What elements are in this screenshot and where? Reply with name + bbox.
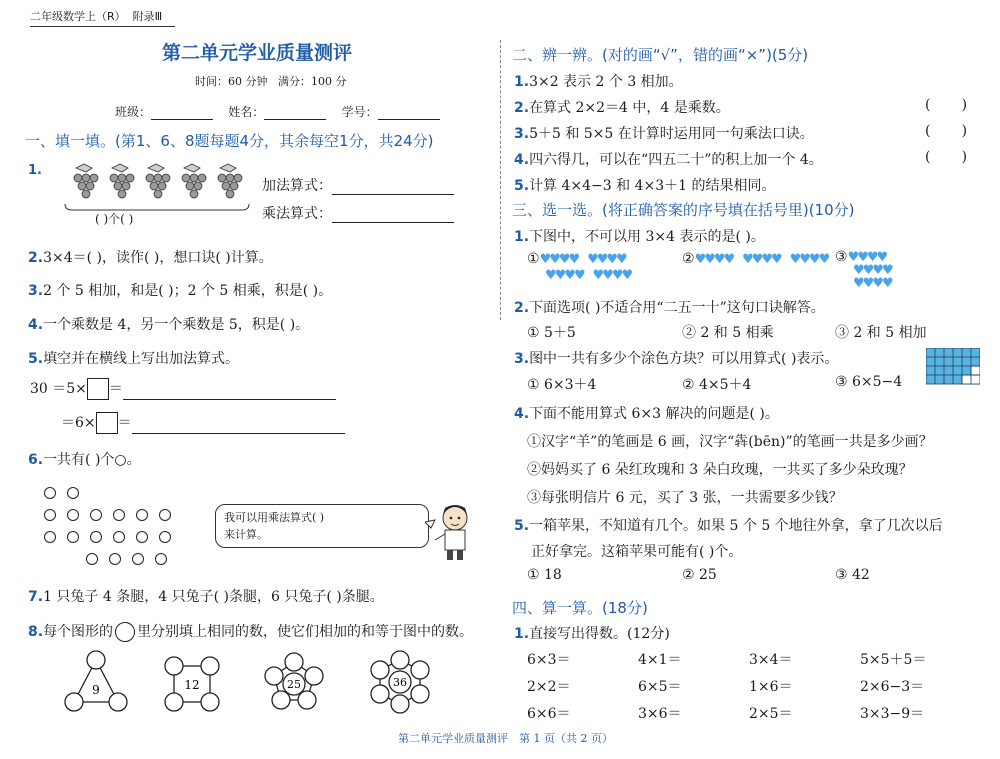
q3-option-1[interactable]: ① 6×3＋4 bbox=[527, 377, 597, 393]
calc-r3-c2[interactable]: 3×6＝ bbox=[638, 706, 682, 722]
colored-block-grid bbox=[926, 348, 980, 386]
q5-row-1: 30 ＝5× ＝ bbox=[30, 378, 336, 400]
question-5: 5.填空并在横线上写出加法算式。 bbox=[28, 351, 240, 367]
q1-option-1[interactable]: ①♥♥♥♥ ♥♥♥♥ ♥♥♥♥ ♥♥♥♥ bbox=[527, 251, 632, 283]
choice-q2: 2.下面选项( )不适合用“二五一十”这句口诀解答。 bbox=[514, 300, 825, 316]
judge-answer-4[interactable]: ( ) bbox=[925, 149, 968, 165]
grape-bunches-image bbox=[62, 160, 252, 222]
calc-r3-c1[interactable]: 6×6＝ bbox=[527, 706, 571, 722]
judge-answer-3[interactable]: ( ) bbox=[925, 123, 968, 139]
q4-option-3[interactable]: ③每张明信片 6 元，买了 3 张，一共需要多少钱？ bbox=[527, 490, 843, 506]
circles-group bbox=[44, 484, 182, 572]
judge-answer-2[interactable]: ( ) bbox=[925, 97, 968, 113]
q1-add-label: 加法算式： bbox=[262, 175, 454, 195]
question-2: 2.3×4＝( )，读作( )，想口诀( )计算。 bbox=[28, 250, 273, 266]
choice-q5: 5.一箱苹果，不知道有几个。如果 5 个 5 个地往外拿，拿了几次以后 bbox=[514, 518, 943, 534]
q8-triangle-value: 9 bbox=[92, 683, 100, 697]
judge-item-5: 5.计算 4×4−3 和 4×3＋1 的结果相同。 bbox=[514, 178, 776, 194]
q4-option-1[interactable]: ①汉字“羊”的笔画是 6 画，汉字“犇(bēn)”的笔画一共是多少画？ bbox=[527, 434, 933, 450]
q8-square-value: 12 bbox=[184, 678, 200, 692]
q5-box-1[interactable] bbox=[87, 378, 109, 400]
q2-option-2[interactable]: ② 2 和 5 相乘 bbox=[682, 325, 774, 341]
boy-cartoon-image bbox=[425, 500, 485, 562]
q1-mul-label: 乘法算式： bbox=[262, 203, 454, 223]
calc-r3-c4[interactable]: 3×3−9＝ bbox=[860, 706, 925, 722]
header-rule bbox=[30, 26, 175, 27]
calc-r1-c4[interactable]: 5×5＋5＝ bbox=[860, 652, 927, 668]
calc-r2-c4[interactable]: 2×6−3＝ bbox=[860, 679, 925, 695]
page-footer: 第二单元学业质量测评 第 1 页（共 2 页） bbox=[398, 732, 613, 745]
judge-item-3: 3.5＋5 和 5×5 在计算时运用同一句乘法口诀。 bbox=[514, 126, 814, 142]
section-3-title: 三、选一选。(将正确答案的序号填在括号里)(10分) bbox=[512, 201, 855, 219]
calc-r1-c3[interactable]: 3×4＝ bbox=[749, 652, 793, 668]
choice-q1: 1.下图中，不可以用 3×4 表示的是( )。 bbox=[514, 229, 765, 245]
judge-item-4: 4.四六得几，可以在“四五二十”的积上加一个 4。 bbox=[514, 152, 823, 168]
q5-row-2: ＝6× ＝ bbox=[61, 412, 345, 434]
q1-mul-answer[interactable] bbox=[332, 208, 454, 223]
calc-r2-c2[interactable]: 6×5＝ bbox=[638, 679, 682, 695]
q2-option-1[interactable]: ① 5＋5 bbox=[527, 325, 576, 341]
section-4-title: 四、算一算。(18分) bbox=[512, 599, 648, 617]
question-7: 7.1 只兔子 4 条腿，4 只兔子( )条腿，6 只兔子( )条腿。 bbox=[28, 589, 384, 605]
q5-option-3[interactable]: ③ 42 bbox=[835, 567, 870, 583]
q1-add-answer[interactable] bbox=[332, 180, 454, 195]
q4-option-2[interactable]: ②妈妈买了 6 朵红玫瑰和 3 朵白玫瑰，一共买了多少朵玫瑰？ bbox=[527, 462, 913, 478]
choice-q5-line-2: 正好拿完。这箱苹果可能有( )个。 bbox=[531, 544, 743, 560]
time-score: 时间：60 分钟 满分：100 分 bbox=[195, 75, 347, 88]
q1-number: 1. bbox=[28, 163, 42, 178]
judge-item-1: 1.3×2 表示 2 个 3 相加。 bbox=[514, 74, 683, 90]
q5-line-1[interactable] bbox=[123, 385, 336, 400]
question-8: 8.每个图形的 里分别填上相同的数，使它们相加的和等于图中的数。 bbox=[28, 624, 474, 640]
judge-item-2: 2.在算式 2×2＝4 中，4 是乘数。 bbox=[514, 100, 730, 116]
q8-shapes bbox=[62, 650, 452, 720]
calc-r2-c1[interactable]: 2×2＝ bbox=[527, 679, 571, 695]
header-grade: 二年级数学上（R） 附录Ⅲ bbox=[30, 10, 163, 23]
q5-option-2[interactable]: ② 25 bbox=[682, 567, 717, 583]
q1-bracket-label: ( )个( ) bbox=[95, 212, 134, 226]
name-field[interactable] bbox=[264, 105, 326, 120]
page-title: 第二单元学业质量测评 bbox=[162, 42, 353, 64]
q3-option-3[interactable]: ③ 6×5−4 bbox=[835, 374, 903, 390]
question-3: 3.2 个 5 相加，和是( )；2 个 5 相乘，积是( )。 bbox=[28, 283, 333, 299]
question-4: 4.一个乘数是 4，另一个乘数是 5，积是( )。 bbox=[28, 317, 310, 333]
id-field[interactable] bbox=[378, 105, 440, 120]
q1-option-3[interactable]: ③♥♥♥♥ ♥♥♥♥ ♥♥♥♥ bbox=[835, 249, 892, 291]
calc-r1-c1[interactable]: 6×3＝ bbox=[527, 652, 571, 668]
section-1-title: 一、填一填。(第1、6、8题每题4分，其余每空1分，共24分) bbox=[25, 132, 434, 150]
q5-option-1[interactable]: ① 18 bbox=[527, 567, 562, 583]
class-field[interactable] bbox=[151, 105, 213, 120]
q8-hexagon-value: 36 bbox=[393, 676, 407, 689]
choice-q4: 4.下面不能用算式 6×3 解决的问题是( )。 bbox=[514, 406, 779, 422]
question-6: 6.一共有( )个○。 bbox=[28, 452, 141, 468]
q1-option-2[interactable]: ②♥♥♥♥ ♥♥♥♥ ♥♥♥♥ bbox=[682, 251, 829, 267]
section-2-title: 二、辨一辨。(对的画“√”，错的画“×”)(5分) bbox=[512, 46, 809, 64]
calc-r2-c3[interactable]: 1×6＝ bbox=[749, 679, 793, 695]
column-divider bbox=[500, 40, 501, 320]
q5-line-2[interactable] bbox=[132, 419, 345, 434]
calc-r3-c3[interactable]: 2×5＝ bbox=[749, 706, 793, 722]
calc-r1-c2[interactable]: 4×1＝ bbox=[638, 652, 682, 668]
speech-bubble: 我可以用乘法算式( ) 来计算。 bbox=[215, 504, 429, 548]
choice-q3: 3.图中一共有多少个涂色方块？可以用算式( )表示。 bbox=[514, 351, 839, 367]
q3-option-2[interactable]: ② 4×5＋4 bbox=[682, 377, 752, 393]
calc-q1: 1.直接写出得数。(12分) bbox=[514, 626, 670, 642]
q5-box-2[interactable] bbox=[96, 412, 118, 434]
student-fields: 班级： 姓名： 学号： bbox=[115, 103, 440, 120]
q8-pentagon-value: 25 bbox=[287, 678, 301, 691]
q2-option-3[interactable]: ③ 2 和 5 相加 bbox=[835, 325, 927, 341]
